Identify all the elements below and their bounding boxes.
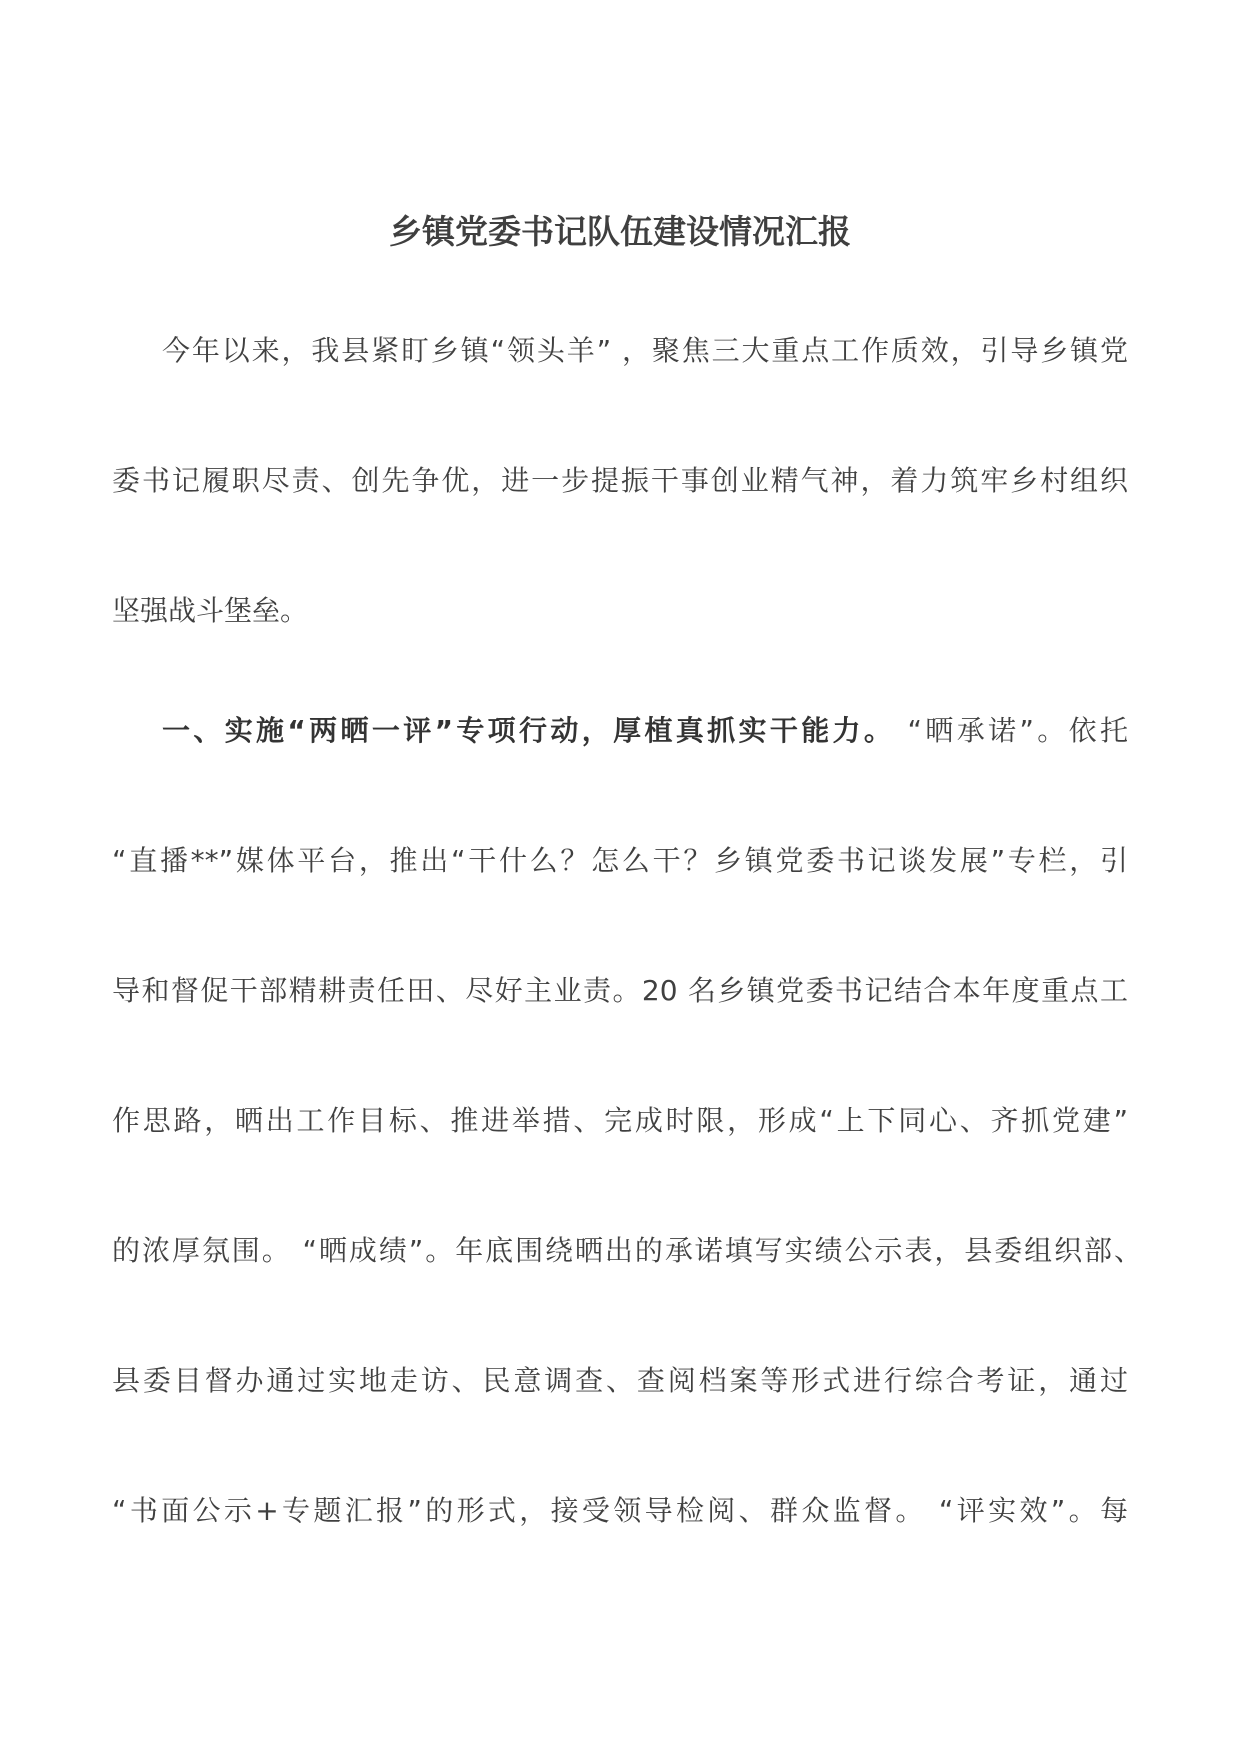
paragraph-line: “直播**”媒体平台，推出“干什么？怎么干？乡镇党委书记谈发展”专栏，引: [112, 844, 1128, 877]
paragraph-line: 的浓厚氛围。 “晒成绩”。年底围绕晒出的承诺填写实绩公示表，县委组织部、: [112, 1234, 1142, 1267]
paragraph-line: 作思路，晒出工作目标、推进举措、完成时限，形成“上下同心、齐抓党建”: [112, 1104, 1128, 1137]
paragraph-line: 坚强战斗堡垒。: [112, 594, 309, 627]
section-heading: 一、实施“两晒一评”专项行动，厚植真抓实干能力。: [162, 714, 896, 747]
paragraph-line: “书面公示+专题汇报”的形式，接受领导检阅、群众监督。 “评实效”。每: [112, 1494, 1128, 1527]
document-title: 乡镇党委书记队伍建设情况汇报: [389, 212, 851, 251]
section-heading-line: [162, 711, 1128, 751]
paragraph-line: 县委目督办通过实地走访、民意调查、查阅档案等形式进行综合考证，通过: [112, 1364, 1128, 1397]
paragraph-line: 委书记履职尽责、创先争优，进一步提振干事创业精气神，着力筑牢乡村组织: [112, 464, 1128, 497]
paragraph-line: 今年以来，我县紧盯乡镇“领头羊” ，聚焦三大重点工作质效，引导乡镇党: [162, 334, 1128, 367]
section-first-line-rest: “晒承诺”。依托: [895, 714, 1128, 747]
paragraph-line: 导和督促干部精耕责任田、尽好主业责。20 名乡镇党委书记结合本年度重点工: [112, 974, 1128, 1007]
